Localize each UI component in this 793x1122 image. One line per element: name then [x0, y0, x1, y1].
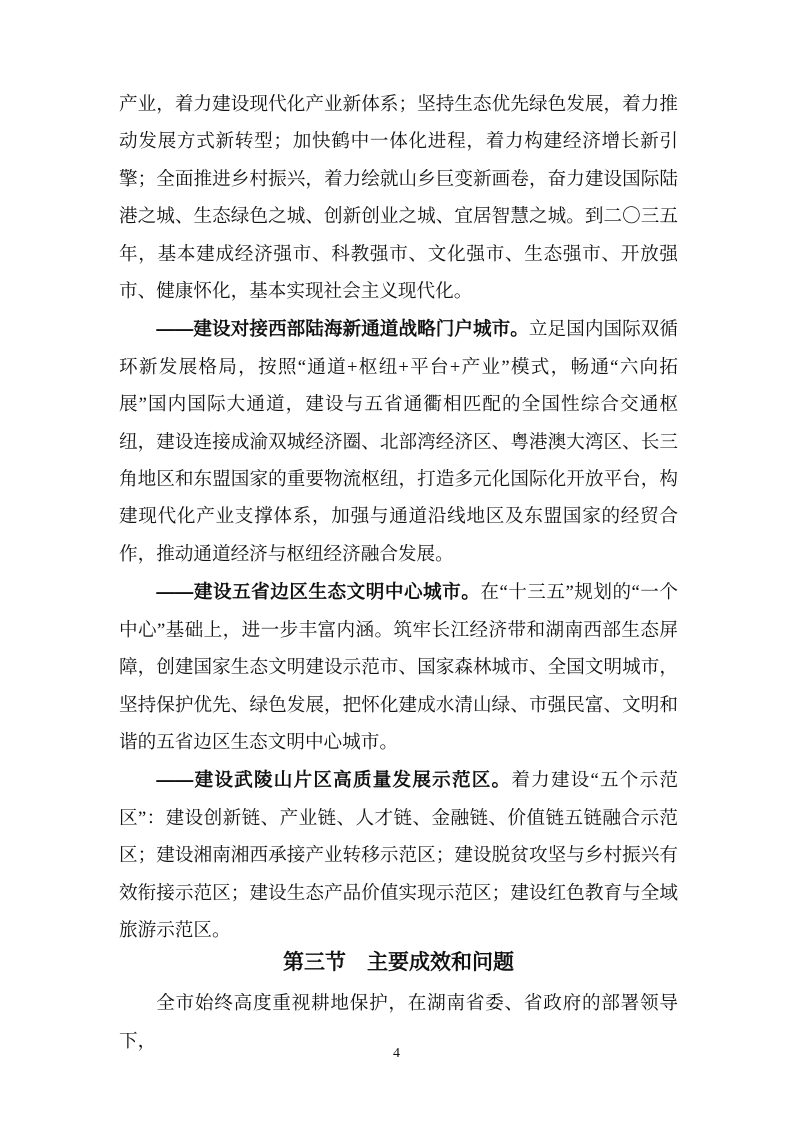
- paragraph: [119, 573, 678, 761]
- paragraph: [119, 310, 678, 573]
- paragraph: [119, 761, 678, 949]
- paragraph: [119, 85, 678, 310]
- paragraph-text: 产业，着力建设现代化产业新体系；坚持生态优先绿色发展，着力推动发展方式新转型；加快鹤中一体化进程，着力构建经济增长新引擎；全面推进乡村振兴，着力绘就山乡巨变新画卷，奋力建设国际陆港之城、生态绿色之城、创新创业之城、宜居智慧之城。到二〇三五年，基本建成经济强市、科教强市、文化强市、生态强市、开放强市、健康怀化，基本实现社会主义现代化。: [119, 94, 678, 303]
- section-heading: 第三节 主要成效和问题: [283, 951, 514, 975]
- page-number: 4: [393, 1046, 400, 1061]
- paragraph-lead: ——建设五省边区生态文明中心城市。: [156, 581, 481, 603]
- paragraph-text: 立足国内国际双循环新发展格局，按照“通道+枢纽+平台+产业”模式，畅通“六向拓展”国内国际大通道，建设与五省通衢相匹配的全国性综合交通枢纽，建设连接成渝双城经济圈、北部湾经济区、粤港澳大湾区、长三角地区和东盟国家的重要物流枢纽，打造多元化国际化开放平台，构建现代化产业支撑体系，加强与通道沿线地区及东盟国家的经贸合作，推动通道经济与枢纽经济融合发展。: [119, 319, 678, 565]
- page-footer: [0, 1044, 793, 1062]
- paragraph-text: 在“十三五”规划的“一个中心”基础上，进一步丰富内涵。筑牢长江经济带和湖南西部生态屏障，创建国家生态文明建设示范市、国家森林城市、全国文明城市，坚持保护优先、绿色发展，把怀化建成水清山绿、市强民富、文明和谐的五省边区生态文明中心城市。: [119, 582, 678, 753]
- paragraph-lead: ——建设武陵山片区高质量发展示范区。: [156, 769, 512, 791]
- paragraph-text: 全市始终高度重视耕地保护，在湖南省委、省政府的部署领导下，: [119, 993, 678, 1052]
- document-body: [119, 85, 678, 1060]
- paragraph-lead: ——建设对接西部陆海新通道战略门户城市。: [156, 318, 529, 340]
- paragraph-text: 着力建设“五个示范区”：建设创新链、产业链、人才链、金融链、价值链五链融合示范区；建设湘南湘西承接产业转移示范区；建设脱贫攻坚与乡村振兴有效衔接示范区；建设生态产品价值实现示范区；建设红色教育与全域旅游示范区。: [119, 770, 678, 941]
